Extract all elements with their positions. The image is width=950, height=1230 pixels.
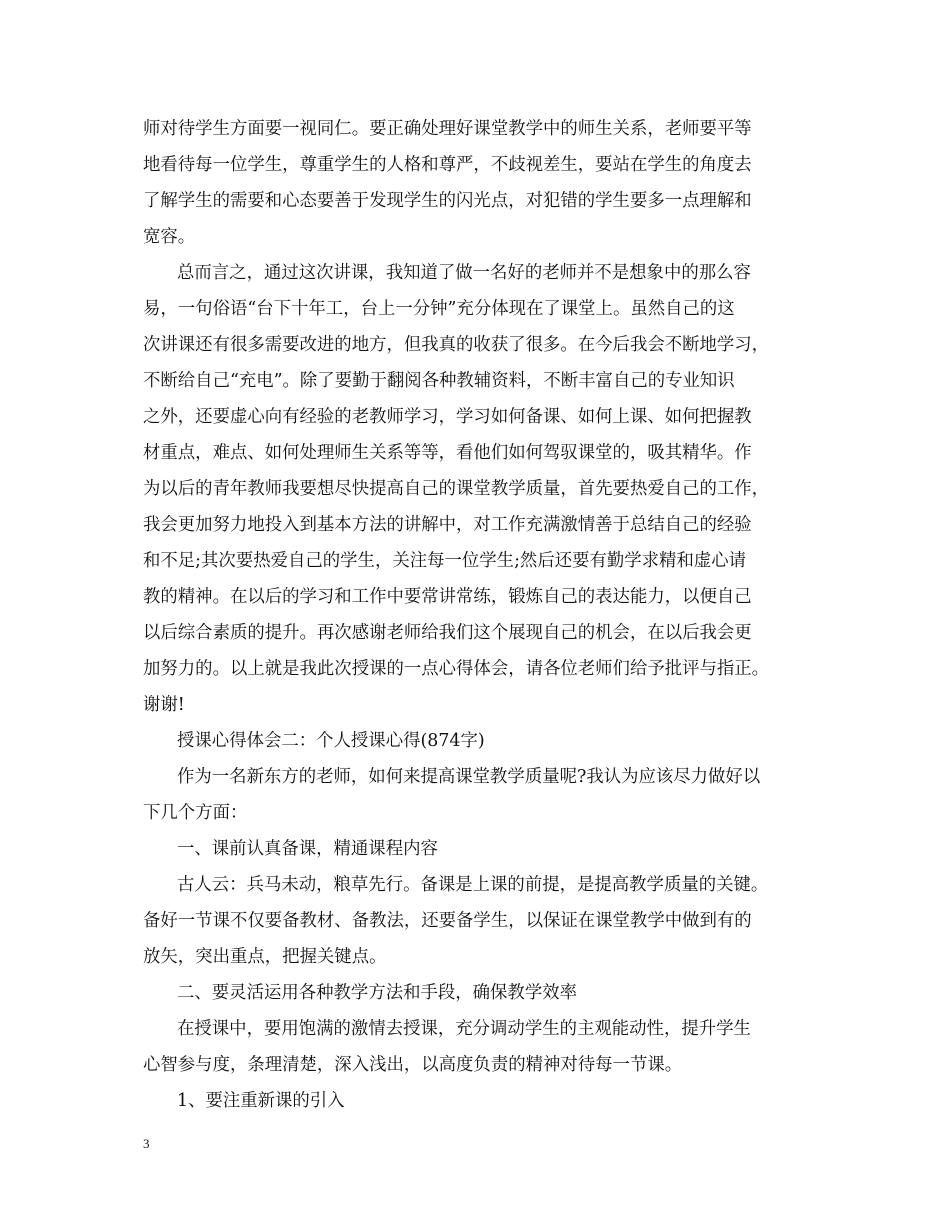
subheading-point-1: 1、要注重新课的引入 [177,1091,345,1111]
paragraph-start-line: 作为一名新东方的老师，如何来提高课堂教学质量呢?我认为应该尽力做好以 [177,767,761,787]
text-line: 了解学生的需要和心态要善于发现学生的闪光点，对犯错的学生要多一点理解和 [143,191,752,211]
text-line: 谢谢! [143,695,185,715]
text-line: 教的精神。在以后的学习和工作中要常讲常练，锻炼自己的表达能力，以便自己 [143,587,752,607]
text-line: 不断给自己“充电”。除了要勤于翻阅各种教辅资料，不断丰富自己的专业知识 [143,371,735,391]
text-line: 材重点，难点、如何处理师生关系等等，看他们如何驾驭课堂的，吸其精华。作 [143,443,752,463]
text-line: 易，一句俗语“台下十年工，台上一分钟”充分体现在了课堂上。虽然自己的这 [143,299,735,319]
text-line: 师对待学生方面要一视同仁。要正确处理好课堂教学中的师生关系，老师要平等 [143,119,752,139]
text-line: 备好一节课不仅要备教材、备教法，还要备学生，以保证在课堂教学中做到有的 [143,911,752,931]
page-number: 3 [143,1136,150,1151]
text-line: 和不足;其次要热爱自己的学生，关注每一位学生;然后还要有勤学求精和虚心请 [143,551,747,571]
text-line: 放矢，突出重点，把握关键点。 [143,947,387,967]
text-line: 心智参与度，条理清楚，深入浅出，以高度负责的精神对待每一节课。 [143,1055,683,1075]
text-line: 之外，还要虚心向有经验的老教师学习，学习如何备课、如何上课、如何把握教 [143,407,752,427]
text-line: 为以后的青年教师我要想尽快提高自己的课堂教学质量，首先要热爱自己的工作， [143,479,770,499]
text-line: 次讲课还有很多需要改进的地方，但我真的收获了很多。在今后我会不断地学习， [143,335,770,355]
text-line: 下几个方面： [143,803,248,823]
text-line: 地看待每一位学生，尊重学生的人格和尊严，不歧视差生，要站在学生的角度去 [143,155,752,175]
text-line: 以后综合素质的提升。再次感谢老师给我们这个展现自己的机会，在以后我会更 [143,623,752,643]
paragraph-start-line: 总而言之，通过这次讲课，我知道了做一名好的老师并不是想象中的那么容 [177,263,751,283]
text-line: 我会更加努力地投入到基本方法的讲解中，对工作充满激情善于总结自己的经验 [143,515,752,535]
subheading-2: 二、要灵活运用各种教学方法和手段，确保教学效率 [177,983,577,1003]
paragraph-start-line: 古人云：兵马未动，粮草先行。备课是上课的前提，是提高教学质量的关键。 [177,875,769,895]
text-line: 宽容。 [143,227,196,247]
paragraph-start-line: 在授课中，要用饱满的激情去授课，充分调动学生的主观能动性，提升学生 [177,1019,751,1039]
subheading-1: 一、课前认真备课，精通课程内容 [177,839,438,859]
section-heading: 授课心得体会二：个人授课心得(874字) [177,731,485,751]
text-line: 加努力的。以上就是我此次授课的一点心得体会，请各位老师们给予批评与指正。 [143,659,770,679]
